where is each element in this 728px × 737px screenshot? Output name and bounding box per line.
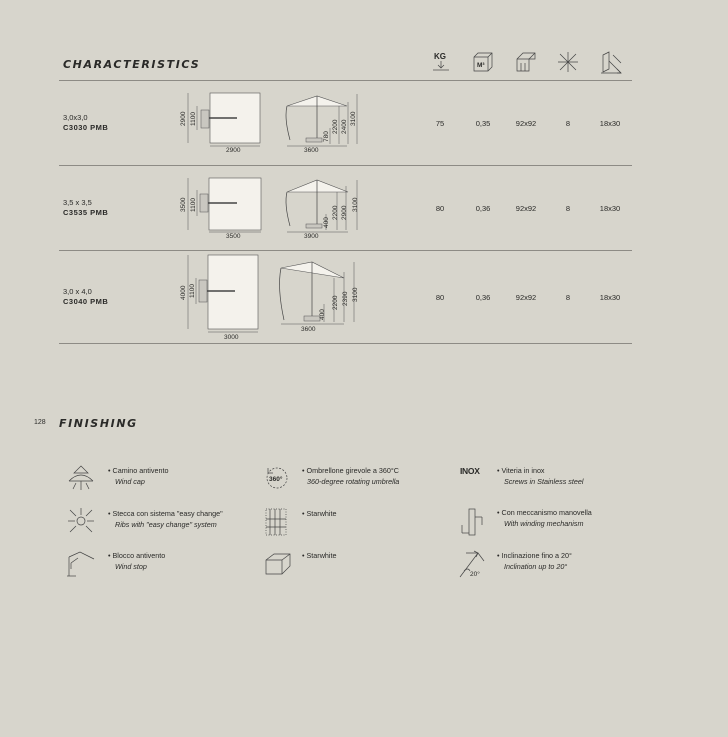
model-code: C3535 PMB xyxy=(63,208,109,217)
row-rule xyxy=(59,165,632,166)
base-value: 92x92 xyxy=(515,293,537,302)
finishing-item: • Stecca con sistema "easy change" Ribs with "easy change" system xyxy=(108,509,223,529)
rotate-360-icon xyxy=(264,464,290,490)
ribs-value: 8 xyxy=(565,293,571,302)
model-row-1 xyxy=(63,113,108,133)
pole-value: 18x30 xyxy=(599,293,621,302)
model-code: C3030 PMB xyxy=(63,123,109,132)
top-view-diagram xyxy=(175,88,270,156)
kg-value: 80 xyxy=(435,204,445,213)
finishing-item: • Ombrellone girevole a 360°C 360-degree rotating umbrella xyxy=(302,466,400,486)
volume-m3-icon xyxy=(472,51,494,73)
finishing-item: • Con meccanismo manovella With winding mechanism xyxy=(497,508,592,528)
inox-icon: INOX xyxy=(460,466,480,476)
header-rule xyxy=(59,80,632,81)
svg-text:3600: 3600 xyxy=(304,147,319,154)
model-row-2 xyxy=(63,198,108,218)
svg-text:3900: 3900 xyxy=(304,233,319,240)
svg-text:2390: 2390 xyxy=(342,291,349,306)
easy-change-ribs-icon xyxy=(66,506,96,536)
side-view-diagram xyxy=(278,258,363,336)
finishing-item: • Starwhite xyxy=(302,509,337,518)
inclination-icon xyxy=(458,549,488,579)
top-view-diagram xyxy=(175,174,270,242)
side-view-diagram xyxy=(282,88,367,156)
svg-text:1100: 1100 xyxy=(189,284,196,298)
svg-text:2200: 2200 xyxy=(332,205,339,220)
row-rule xyxy=(59,250,632,251)
pole-icon xyxy=(599,51,625,75)
svg-text:3500: 3500 xyxy=(226,233,241,240)
svg-text:360°: 360° xyxy=(269,476,283,483)
finishing-item: • Starwhite xyxy=(302,551,337,560)
finishing-item: • Blocco antivento Wind stop xyxy=(108,551,166,571)
ribs-icon xyxy=(557,51,579,73)
cube-starwhite-icon xyxy=(264,550,292,576)
model-size: 3,0x3,0 xyxy=(63,113,88,122)
winding-mechanism-icon xyxy=(460,507,484,537)
model-code: C3040 PMB xyxy=(63,297,109,306)
finishing-item: • Inclinazione fino a 20° Inclination up to 20° xyxy=(497,551,572,571)
svg-text:2900: 2900 xyxy=(341,205,348,220)
kg-value: 75 xyxy=(435,119,445,128)
svg-text:1100: 1100 xyxy=(190,198,197,212)
wind-stop-icon xyxy=(66,549,96,577)
table-bottom-rule xyxy=(59,343,632,344)
model-size: 3,5 x 3,5 xyxy=(63,198,92,207)
svg-text:2200: 2200 xyxy=(332,119,339,134)
svg-text:3100: 3100 xyxy=(352,197,359,212)
svg-text:20°: 20° xyxy=(470,571,480,578)
svg-text:2200: 2200 xyxy=(332,295,339,310)
svg-text:2900: 2900 xyxy=(226,147,241,154)
m3-value: 0,36 xyxy=(475,204,491,213)
finishing-title: FINISHING xyxy=(59,417,138,430)
svg-text:2900: 2900 xyxy=(180,111,187,126)
svg-text:3600: 3600 xyxy=(301,326,316,333)
svg-text:2400: 2400 xyxy=(341,119,348,134)
model-size: 3,0 x 4,0 xyxy=(63,287,92,296)
base-value: 92x92 xyxy=(515,204,537,213)
pole-value: 18x30 xyxy=(599,204,621,213)
svg-text:3500: 3500 xyxy=(180,197,187,212)
finishing-item: • Viteria in inox Screws in Stainless steel xyxy=(497,466,584,486)
base-size-icon xyxy=(515,51,537,73)
ribs-value: 8 xyxy=(565,204,571,213)
pole-value: 18x30 xyxy=(599,119,621,128)
svg-text:780: 780 xyxy=(323,131,330,142)
wind-cap-icon xyxy=(66,463,96,491)
svg-text:400: 400 xyxy=(319,309,326,320)
ribs-value: 8 xyxy=(565,119,571,128)
svg-text:KG: KG xyxy=(434,52,446,61)
m3-value: 0,36 xyxy=(475,293,491,302)
characteristics-title: CHARACTERISTICS xyxy=(63,58,201,71)
svg-text:3000: 3000 xyxy=(224,334,239,341)
base-value: 92x92 xyxy=(515,119,537,128)
model-row-3 xyxy=(63,287,108,307)
svg-text:400: 400 xyxy=(323,217,330,228)
weight-kg-icon xyxy=(431,51,451,73)
kg-value: 80 xyxy=(435,293,445,302)
top-view-diagram xyxy=(175,252,270,342)
svg-text:3100: 3100 xyxy=(350,111,357,126)
page-number: 128 xyxy=(34,419,46,426)
svg-text:1100: 1100 xyxy=(190,112,197,126)
svg-text:3100: 3100 xyxy=(352,287,359,302)
m3-value: 0,35 xyxy=(475,119,491,128)
svg-text:4000: 4000 xyxy=(180,285,187,300)
svg-text:M³: M³ xyxy=(477,62,485,69)
side-view-diagram xyxy=(282,174,367,242)
finishing-item: • Camino antivento Wind cap xyxy=(108,466,169,486)
fabric-starwhite-icon xyxy=(264,507,288,537)
